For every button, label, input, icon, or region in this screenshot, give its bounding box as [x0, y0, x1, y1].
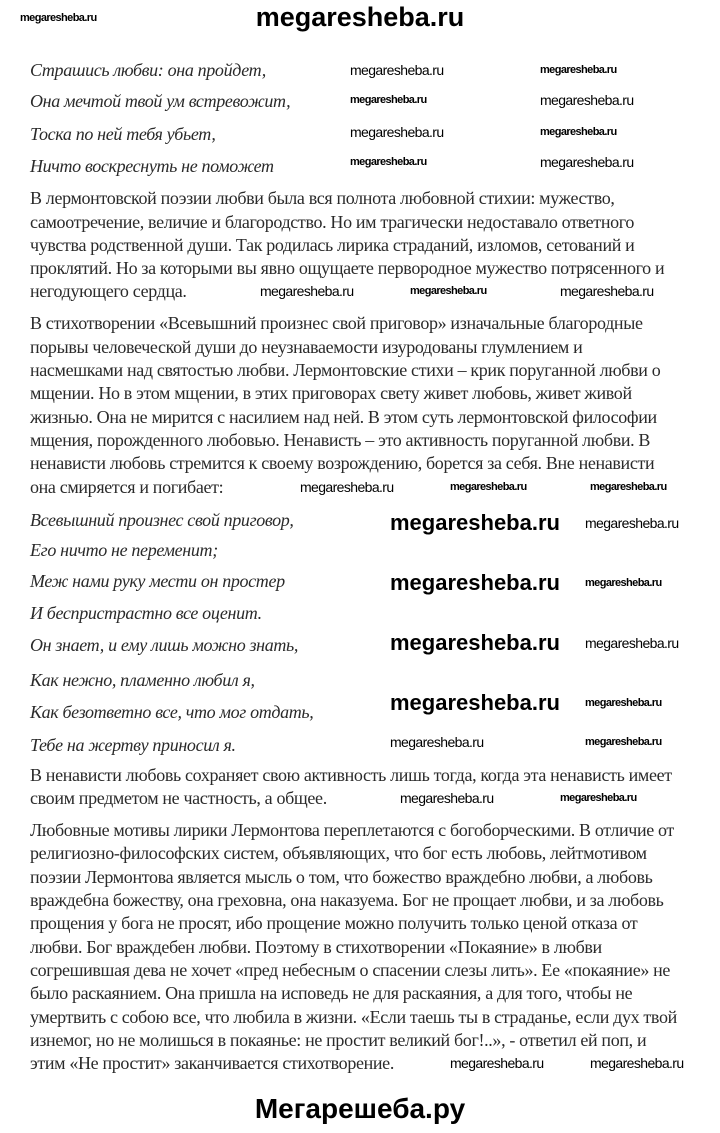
poem-line: Всевышний произнес свой приговор, [30, 510, 294, 530]
poem-line: Он знает, и ему лишь можно знать, [30, 635, 299, 655]
watermark: megaresheba.ru [585, 577, 662, 589]
watermark: megaresheba.ru [20, 12, 97, 24]
watermark: megaresheba.ru [260, 283, 354, 299]
watermark: megaresheba.ru [350, 62, 444, 78]
poem-line: И беспристрастно все оценит. [30, 603, 262, 623]
watermark: megaresheba.ru [585, 697, 662, 709]
watermark: megaresheba.ru [540, 64, 617, 76]
poem-line: Как нежно, пламенно любил я, [30, 670, 255, 690]
watermark: megaresheba.ru [410, 285, 487, 297]
watermark: megaresheba.ru [450, 481, 527, 493]
watermark: megaresheba.ru [585, 736, 662, 748]
text-line: насмешками над святостью любви. Лермонтовские стихи – крик поруганной любви о [30, 360, 661, 380]
poem-line: Его ничто не переменит; [30, 540, 218, 560]
poem-line: Тебе на жертву приносил я. [30, 735, 236, 755]
text-line: враждебна божеству, она греховна, она наказуема. Бог не прощает любви, и за любовь [30, 890, 664, 910]
watermark: megaresheba.ru [540, 92, 634, 108]
watermark: megaresheba.ru [540, 154, 634, 170]
watermark: megaresheba.ru [585, 515, 679, 531]
watermark: megaresheba.ru [590, 1055, 684, 1071]
watermark: megaresheba.ru [300, 479, 394, 495]
watermark: megaresheba.ru [390, 690, 560, 715]
poem-line: Ничто воскреснуть не поможет [30, 156, 274, 176]
watermark: megaresheba.ru [590, 481, 667, 493]
text-line: этим «Не простит» заканчивается стихотворение. [30, 1053, 394, 1073]
text-line: своим предметом не частность, а общее. [30, 788, 327, 808]
text-line: ненависти любовь стремится к своему возрождению, борется за себя. Вне ненависти [30, 453, 655, 473]
text-line: она смиряется и погибает: [30, 477, 224, 497]
watermark: megaresheba.ru [390, 570, 560, 595]
text-line: поэзии Лермонтова является мысль о том, что божество враждебно любви, а любовь [30, 867, 653, 887]
poem-line: Она мечтой твой ум встревожит, [30, 91, 291, 111]
watermark: megaresheba.ru [400, 790, 494, 806]
poem-line: Меж нами руку мести он простер [30, 571, 285, 591]
text-line: В стихотворении «Всевышний произнес свой приговор» изначальные благородные [30, 313, 643, 333]
text-line: религиозно-философских систем, объявляющих, что бог есть любовь, лейтмотивом [30, 843, 647, 863]
watermark: megaresheba.ru [560, 283, 654, 299]
watermark: megaresheba.ru [585, 635, 679, 651]
text-line: мщения, порожденного любовью. Ненависть – это активность поруганной любви. В [30, 430, 651, 450]
poem-line: Тоска по ней тебя убьет, [30, 124, 216, 144]
text-line: жизнью. Она не мирится с насилием над ней. В этом суть лермонтовской философии [30, 407, 657, 427]
watermark: megaresheba.ru [350, 124, 444, 140]
watermark: megaresheba.ru [390, 734, 484, 750]
watermark: megaresheba.ru [450, 1055, 544, 1071]
text-line: согрешившая дева не хочет «пред небесным о спасении слезы лить». Ее «покаяние» не [30, 960, 671, 980]
text-line: прощения у бога не просят, ибо прощение можно получить только ценой отказа от [30, 913, 638, 933]
site-footer[interactable]: Мегарешеба.ру [254, 1093, 466, 1124]
watermark: megaresheba.ru [390, 630, 560, 655]
text-line: проклятий. Но за которыми вы явно ощущаете первородное мужество потрясенного и [30, 258, 665, 278]
text-line: умертвить с собою все, что любила в жизни. «Если таешь ты в страданье, если дух твой [30, 1007, 677, 1027]
text-line: В лермонтовской поэзии любви была вся полнота любовной стихии: мужество, [30, 188, 615, 208]
poem-line: Страшись любви: она пройдет, [30, 60, 266, 80]
text-line: самоотречение, величие и благородство. Но им трагически недоставало ответного [30, 212, 634, 232]
text-line: Любовные мотивы лирики Лермонтова переплетаются с богоборческими. В отличие от [30, 820, 674, 840]
watermark: megaresheba.ru [560, 792, 637, 804]
poem-line: Как безответно все, что мог отдать, [30, 702, 314, 722]
text-line: чувства родственной души. Так родилась лирика страданий, изломов, сетований и [30, 235, 635, 255]
watermark: megaresheba.ru [540, 126, 617, 138]
text-line: мщении. Но в этом мщении, в этих приговорах свету живет любовь, живет живой [30, 383, 632, 403]
site-header[interactable]: megaresheba.ru [255, 2, 465, 32]
text-line: было раскаянием. Она пришла на исповедь не для раскаяния, а для того, чтобы не [30, 983, 633, 1003]
text-line: порывы человеческой души до неузнаваемости изуродованы глумлением и [30, 337, 583, 357]
text-line: изнемог, но не молишься в покаянье: не простит великий бог!..», - ответил ей поп, и [30, 1030, 647, 1050]
watermark: megaresheba.ru [350, 94, 427, 106]
watermark: megaresheba.ru [350, 156, 427, 168]
text-line: негодующего сердца. [30, 281, 187, 301]
text-line: любви. Бог враждебен любви. Поэтому в стихотворении «Покаяние» в любви [30, 937, 602, 957]
watermark: megaresheba.ru [390, 510, 560, 535]
text-line: В ненависти любовь сохраняет свою активность лишь тогда, когда эта ненависть имеет [30, 765, 672, 785]
